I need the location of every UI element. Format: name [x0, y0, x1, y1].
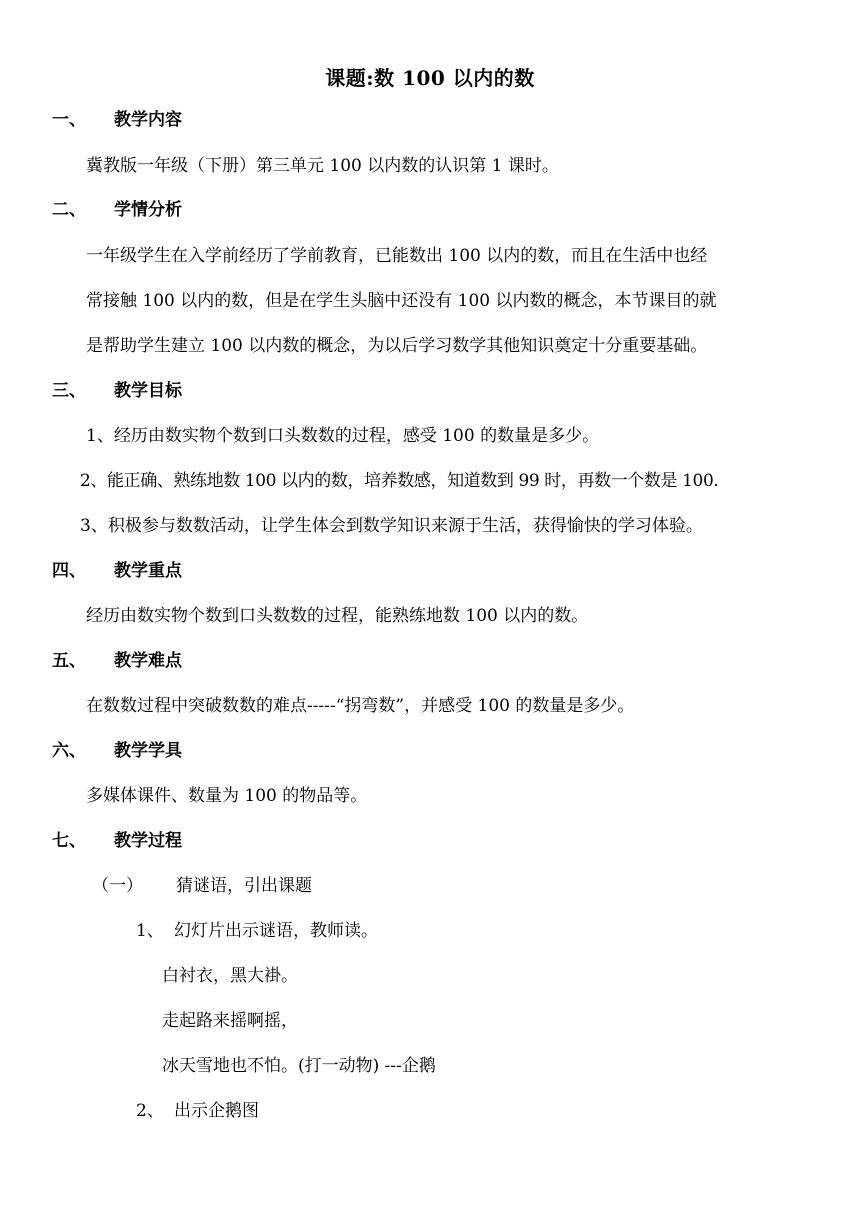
section-label: 教学目标 [114, 381, 182, 401]
section-number: 六、 [52, 741, 86, 761]
section-number: 四、 [52, 561, 86, 581]
paragraph-line: 冀教版一年级（下册）第三单元 100 以内数的认识第 1 课时。 [86, 156, 559, 176]
section-2-heading [52, 198, 182, 222]
section-number: 三、 [52, 381, 86, 401]
paragraph-line: 多媒体课件、数量为 100 的物品等。 [86, 786, 368, 806]
process-item-1 [136, 919, 378, 943]
list-item: 2、能正确、熟练地数 100 以内的数，培养数感，知道数到 99 时，再数一个数是 100. [80, 471, 719, 491]
section-label: 学情分析 [114, 200, 182, 220]
riddle-line: 白衬衣，黑大褂。 [162, 966, 298, 986]
paragraph-line: 一年级学生在入学前经历了学前教育，已能数出 100 以内的数，而且在生活中也经 [86, 246, 708, 266]
section-4-heading [52, 559, 182, 583]
section-6-heading [52, 739, 182, 763]
section-label: 教学重点 [114, 561, 182, 581]
paragraph-line: 是帮助学生建立 100 以内数的概念，为以后学习数学其他知识奠定十分重要基础。 [86, 336, 708, 356]
item-text: 出示企鹅图 [174, 1101, 259, 1121]
section-3-heading [52, 379, 182, 403]
paragraph-line: 在数数过程中突破数数的难点-----“拐弯数”，并感受 100 的数量是多少。 [86, 696, 635, 716]
item-number: 1、 [136, 921, 164, 941]
section-number: 一、 [52, 110, 86, 130]
riddle-line: 冰天雪地也不怕。(打一动物) ---企鹅 [162, 1056, 436, 1076]
section-number: 二、 [52, 200, 86, 220]
subsection-label: 猜谜语，引出课题 [176, 876, 312, 896]
item-number: 2、 [136, 1101, 164, 1121]
section-number: 五、 [52, 651, 86, 671]
process-item-2 [136, 1099, 259, 1123]
riddle-line: 走起路来摇啊摇， [162, 1011, 298, 1031]
section-5-heading [52, 649, 182, 673]
document-title: 课题:数 100 以内的数 [325, 66, 535, 90]
paragraph-line: 常接触 100 以内的数，但是在学生头脑中还没有 100 以内数的概念，本节课目的就 [86, 291, 717, 311]
subsection-1 [92, 874, 312, 898]
section-label: 教学内容 [114, 110, 182, 130]
list-item: 3、积极参与数数活动，让学生体会到数学知识来源于生活，获得愉快的学习体验。 [80, 516, 703, 536]
paragraph-line: 经历由数实物个数到口头数数的过程，能熟练地数 100 以内的数。 [86, 606, 589, 626]
section-label: 教学过程 [114, 831, 182, 851]
subsection-number: （一） [92, 876, 143, 896]
item-text: 幻灯片出示谜语，教师读。 [174, 921, 378, 941]
section-number: 七、 [52, 831, 86, 851]
list-item: 1、经历由数实物个数到口头数数的过程，感受 100 的数量是多少。 [86, 426, 600, 446]
section-label: 教学难点 [114, 651, 182, 671]
section-label: 教学学具 [114, 741, 182, 761]
section-7-heading [52, 829, 182, 853]
section-1-heading [52, 108, 182, 132]
